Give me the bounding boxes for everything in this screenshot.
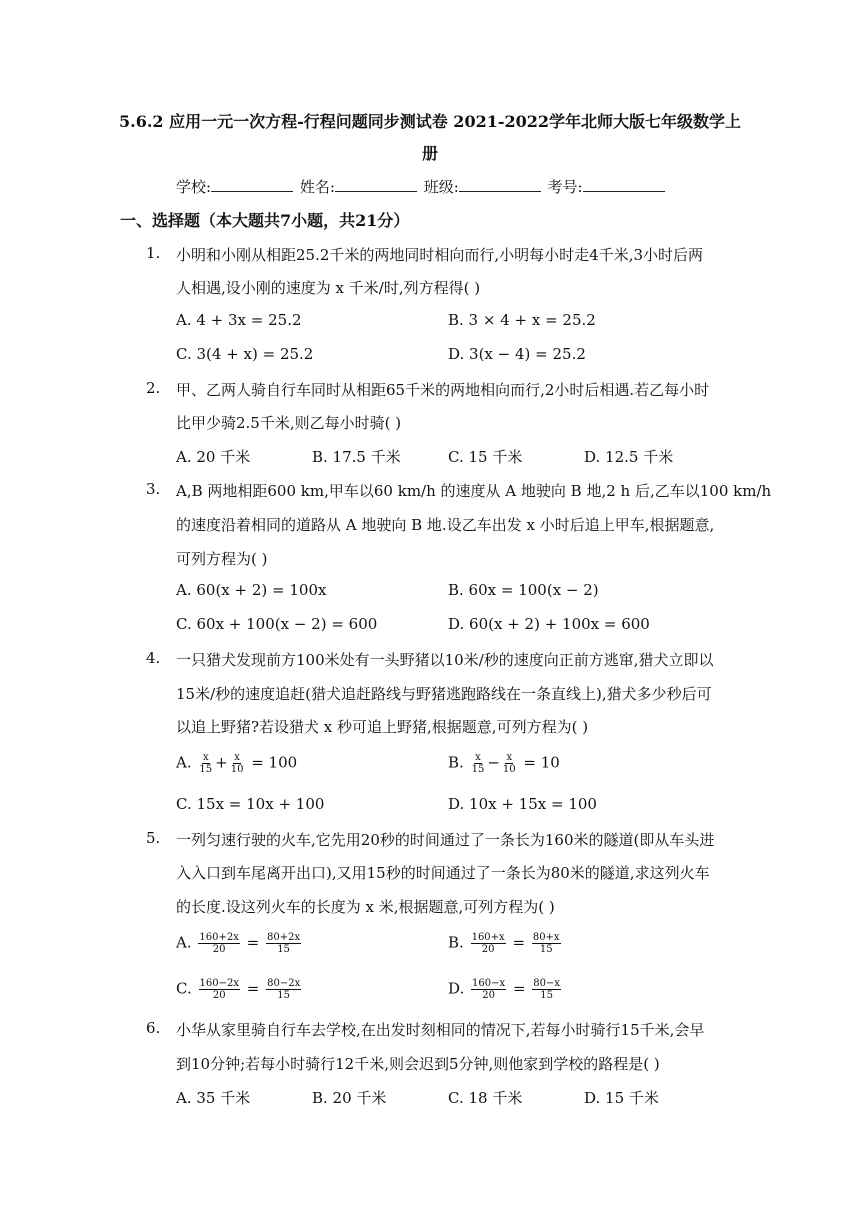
fraction (471, 752, 486, 775)
question-3-option-a: A. 60(x + 2) = 100x (176, 581, 327, 599)
equation-rhs: = 100 (251, 753, 298, 772)
numerator: 160−x (472, 978, 506, 989)
operator: = (246, 979, 260, 998)
question-5-text-line-1: 一列匀速行驶的火车,它先用20秒的时间通过了一条长为160米的隧道(即从车头进 (176, 831, 715, 849)
question-4-option-b (448, 752, 560, 775)
question-6-text-line-2: 到10分钟;若每小时骑行12千米,则会迟到5分钟,则他家到学校的路程是( ) (176, 1055, 660, 1073)
question-6-text-line-1: 小华从家里骑自行车去学校,在出发时刻相同的情况下,若每小时骑行15千米,会早 (176, 1021, 705, 1039)
question-6-option-b: B. 20 千米 (312, 1089, 387, 1107)
question-4-option-a (176, 752, 297, 775)
question-6-option-a: A. 35 千米 (176, 1089, 251, 1107)
class-label: 班级: (423, 178, 459, 196)
question-6-number: 6. (146, 1019, 161, 1037)
denominator: 10 (502, 764, 516, 775)
numerator: 80−2x (267, 978, 301, 989)
question-6-option-d: D. 15 千米 (584, 1089, 659, 1107)
student-info-row (176, 176, 667, 197)
numerator: x (475, 752, 481, 763)
fraction (230, 752, 245, 775)
fraction (266, 978, 301, 1001)
denominator: 15 (471, 764, 485, 775)
fraction (198, 752, 213, 775)
section-heading: 一、选择题（本大题共7小题，共21分） (120, 211, 410, 230)
question-3-text-line-1: A,B 两地相距600 km,甲车以60 km/h 的速度从 A 地驶向 B 地,2 h 后,乙车以100 km/h (176, 482, 772, 500)
numerator: 160−2x (199, 978, 239, 989)
question-1-option-d: D. 3(x − 4) = 25.2 (448, 345, 586, 363)
option-b-label: B. (448, 753, 464, 772)
question-2-text-line-1: 甲、乙两人骑自行车同时从相距65千米的两地相向而行,2小时后相遇.若乙每小时 (176, 381, 710, 399)
operator: − (487, 753, 500, 772)
question-3-option-d: D. 60(x + 2) + 100x = 600 (448, 615, 650, 633)
operator: + (215, 753, 228, 772)
question-5-option-d (448, 978, 563, 1001)
denominator: 15 (277, 990, 291, 1001)
name-label: 姓名: (299, 178, 335, 196)
question-1-option-a: A. 4 + 3x = 25.2 (176, 311, 302, 329)
denominator: 15 (199, 764, 213, 775)
fraction (471, 978, 506, 1001)
question-5-option-a (176, 932, 303, 955)
option-a-label: A. (176, 933, 192, 952)
question-4-option-c: C. 15x = 10x + 100 (176, 795, 325, 813)
denominator: 15 (540, 990, 554, 1001)
fraction (532, 978, 561, 1001)
question-4-text-line-3: 以追上野猪?若设猎犬 x 秒可追上野猪,根据题意,可列方程为( ) (176, 718, 589, 736)
exam-number-label: 考号: (547, 178, 583, 196)
denominator: 15 (277, 944, 290, 955)
name-blank (335, 177, 417, 192)
numerator: 80−x (533, 978, 561, 989)
question-3-option-c: C. 60x + 100(x − 2) = 600 (176, 615, 378, 633)
exam-title-line-1: 5.6.2 应用一元一次方程-行程问题同步测试卷 2021-2022学年北师大版七年级数学上 (118, 112, 742, 131)
numerator: 80+2x (267, 932, 301, 943)
question-4-number: 4. (146, 649, 161, 667)
denominator: 20 (212, 944, 226, 955)
numerator: 160+x (471, 932, 505, 943)
option-c-label: C. (176, 979, 192, 998)
fraction (198, 932, 239, 955)
operator: = (512, 979, 526, 998)
question-2-number: 2. (146, 379, 161, 397)
school-blank (211, 177, 293, 192)
question-1-option-c: C. 3(4 + x) = 25.2 (176, 345, 314, 363)
question-1-text-line-2: 人相遇,设小刚的速度为 x 千米/时,列方程得( ) (176, 279, 481, 297)
question-5-number: 5. (146, 829, 161, 847)
denominator: 20 (481, 944, 495, 955)
option-b-label: B. (448, 933, 464, 952)
question-4-text-line-2: 15米/秒的速度追赶(猎犬追赶路线与野猪逃跑路线在一条直线上),猎犬多少秒后可 (176, 685, 712, 703)
denominator: 10 (230, 764, 244, 775)
exam-number-blank (583, 177, 665, 192)
question-3-text-line-3: 可列方程为( ) (176, 550, 268, 568)
question-2-option-c: C. 15 千米 (448, 448, 523, 466)
equation-rhs: = 10 (523, 753, 560, 772)
operator: = (246, 933, 260, 952)
question-5-text-line-2: 入入口到车尾离开出口),又用15秒的时间通过了一条长为80米的隧道,求这列火车 (176, 864, 710, 882)
question-5-option-c (176, 978, 303, 1001)
numerator: 160+2x (199, 932, 239, 943)
question-3-number: 3. (146, 480, 161, 498)
denominator: 20 (212, 990, 226, 1001)
question-4-option-d: D. 10x + 15x = 100 (448, 795, 597, 813)
question-5-text-line-3: 的长度.设这列火车的长度为 x 米,根据题意,可列方程为( ) (176, 898, 555, 916)
question-5-option-b (448, 932, 563, 955)
question-6-option-c: C. 18 千米 (448, 1089, 523, 1107)
question-1-text-line-1: 小明和小刚从相距25.2千米的两地同时相向而行,小明每小时走4千米,3小时后两 (176, 246, 704, 264)
question-4-text-line-1: 一只猎犬发现前方100米处有一头野猪以10米/秒的速度向正前方逃窜,猎犬立即以 (176, 651, 714, 669)
exam-title-line-2: 册 (421, 144, 438, 163)
question-3-text-line-2: 的速度沿着相同的道路从 A 地驶向 B 地.设乙车出发 x 小时后追上甲车,根据题意, (176, 516, 715, 534)
denominator: 15 (539, 944, 553, 955)
question-1-number: 1. (146, 244, 161, 262)
question-3-option-b: B. 60x = 100(x − 2) (448, 581, 599, 599)
fraction (199, 978, 240, 1001)
school-label: 学校: (176, 178, 212, 196)
question-2-option-a: A. 20 千米 (176, 448, 251, 466)
numerator: 80+x (532, 932, 560, 943)
question-1-option-b: B. 3 × 4 + x = 25.2 (448, 311, 596, 329)
operator: = (512, 933, 526, 952)
fraction (502, 752, 517, 775)
option-d-label: D. (448, 979, 465, 998)
fraction (471, 932, 506, 955)
numerator: x (506, 752, 513, 763)
question-2-option-b: B. 17.5 千米 (312, 448, 401, 466)
denominator: 20 (482, 990, 495, 1001)
option-a-label: A. (176, 753, 192, 772)
fraction (532, 932, 561, 955)
class-blank (459, 177, 541, 192)
question-2-option-d: D. 12.5 千米 (584, 448, 674, 466)
numerator: x (234, 752, 240, 763)
numerator: x (202, 752, 209, 763)
question-2-text-line-2: 比甲少骑2.5千米,则乙每小时骑( ) (176, 414, 402, 432)
fraction (266, 932, 301, 955)
